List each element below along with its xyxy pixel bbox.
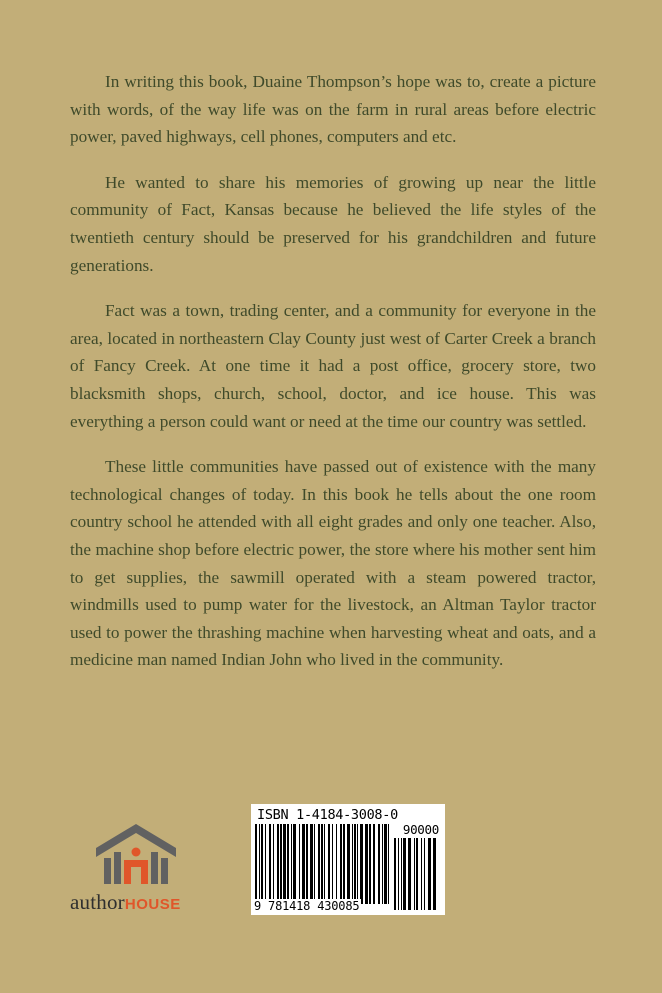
isbn-label: ISBN 1-4184-3008-0 — [257, 807, 398, 823]
ean-number: 9 781418 430085 — [254, 899, 360, 913]
paragraph-4: These little communities have passed out of existence with the many technological changes of today. In this book he tells about the one room country school he attended with all eight grades and only one teacher. Also, the machine shop before electric power, the store where his mother sent him to get supplies, the sawmill operated with a steam powered tractor, windmills used to pump water for the livestock, an Altman Taylor tractor used to power the thrashing machine when harvesting wheat and oats, and a medicine man named Indian John who lived in the community. — [70, 457, 596, 670]
ean-bars — [255, 824, 393, 904]
publisher-name — [70, 890, 181, 915]
price-code: 90000 — [402, 822, 439, 837]
publisher-name-author: author — [70, 890, 125, 914]
publisher-logo — [70, 822, 210, 917]
publisher-name-house: HOUSE — [124, 896, 181, 913]
back-cover-text — [70, 68, 596, 692]
paragraph-1: In writing this book, Duaine Thompson’s hope was to, create a picture with words, of the way life was on the farm in rural areas before electric power, paved highways, cell phones, computers and etc. — [70, 72, 596, 147]
house-icon — [94, 822, 178, 886]
paragraph-2: He wanted to share his memories of growing up near the little community of Fact, Kansas because he believed the life styles of the twentieth century should be preserved for his grandchildren and future generations. — [70, 172, 596, 275]
isbn-barcode — [251, 804, 445, 915]
paragraph-3: Fact was a town, trading center, and a community for everyone in the area, located in northeastern Clay County just west of Carter Creek a branch of Fancy Creek. At one time it had a post office, grocery store, two blacksmith shops, church, school, doctor, and ice house. This was everything a person could want or need at the time our country was settled. — [70, 301, 596, 431]
price-bars — [394, 838, 440, 910]
